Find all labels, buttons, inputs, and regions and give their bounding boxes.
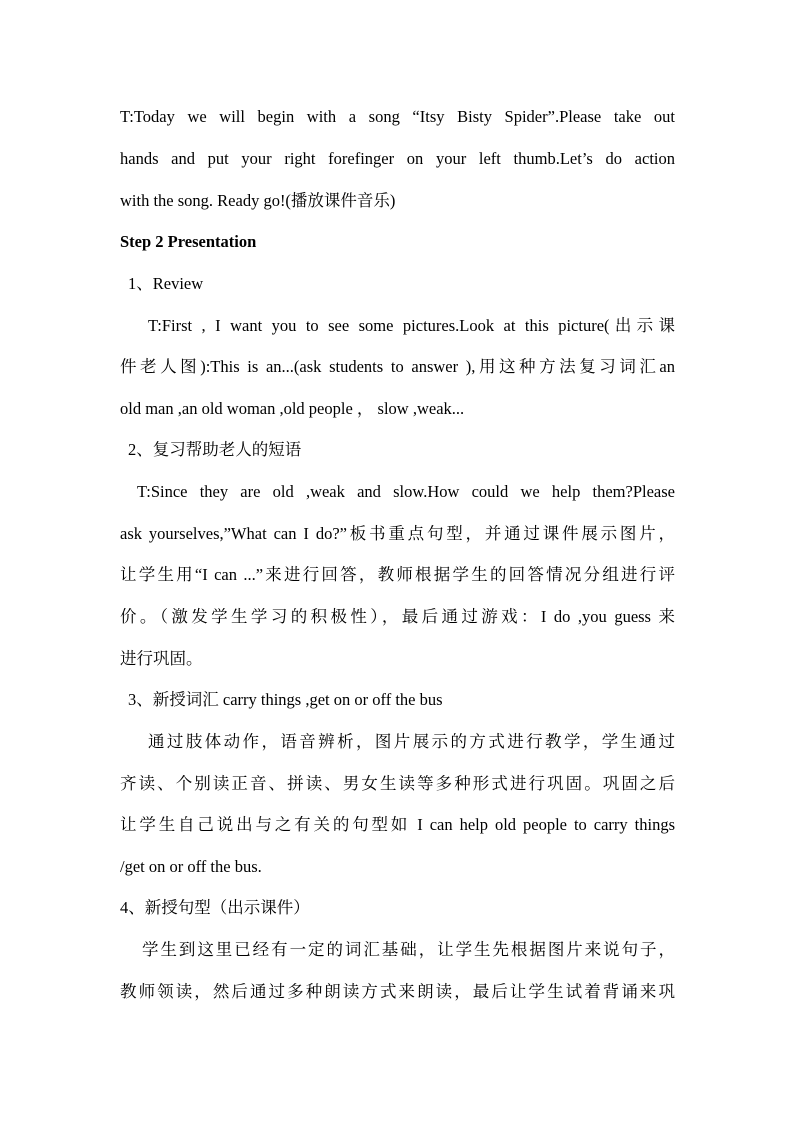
paragraph-line: /get on or off the bus.: [120, 857, 262, 876]
subsection-heading: 3、新授词汇 carry things ,get on or off the bus: [128, 690, 443, 709]
section-heading: Step 2 Presentation: [120, 232, 257, 251]
paragraph-line: 让学生用“I can ...”来进行回答，教师根据学生的回答情况分组进行评: [120, 565, 675, 584]
paragraph-line: old man ,an old woman ,old people ， slow ,weak...: [120, 399, 465, 418]
paragraph-line: 让学生自己说出与之有关的句型如 I can help old people to carry things: [120, 815, 675, 834]
subsection-heading: 2、复习帮助老人的短语: [128, 440, 302, 459]
paragraph-line: T:Since they are old ,weak and slow.How could we help them?Please: [137, 482, 675, 501]
paragraph-line: 学生到这里已经有一定的词汇基础，让学生先根据图片来说句子，: [142, 940, 675, 959]
paragraph-line: 进行巩固。: [120, 649, 203, 668]
subsection-heading: 1、Review: [128, 274, 204, 293]
subsection-heading: 4、新授句型（出示课件）: [120, 898, 310, 917]
paragraph-line: hands and put your right forefinger on your left thumb.Let’s do action: [120, 149, 675, 168]
paragraph-line: 齐读、个别读正音、拼读、男女生读等多种形式进行巩固。巩固之后: [120, 774, 675, 793]
paragraph-line: 教师领读，然后通过多种朗读方式来朗读，最后让学生试着背诵来巩: [120, 982, 675, 1001]
paragraph-line: T:Today we will begin with a song “Itsy Bisty Spider”.Please take out: [120, 107, 675, 126]
paragraph-line: 件老人图):This is an...(ask students to answer ),用这种方法复习词汇an: [120, 357, 675, 376]
paragraph-line: 价。（激发学生学习的积极性），最后通过游戏：I do ,you guess 来: [120, 607, 675, 626]
paragraph-line: with the song. Ready go!(播放课件音乐): [120, 191, 396, 210]
paragraph-line: T:First , I want you to see some pictures.Look at this picture(出示课: [148, 316, 675, 335]
paragraph-line: 通过肢体动作，语音辨析，图片展示的方式进行教学，学生通过: [148, 732, 675, 751]
paragraph-line: ask yourselves,”What can I do?”板书重点句型，并通过课件展示图片，: [120, 524, 675, 543]
